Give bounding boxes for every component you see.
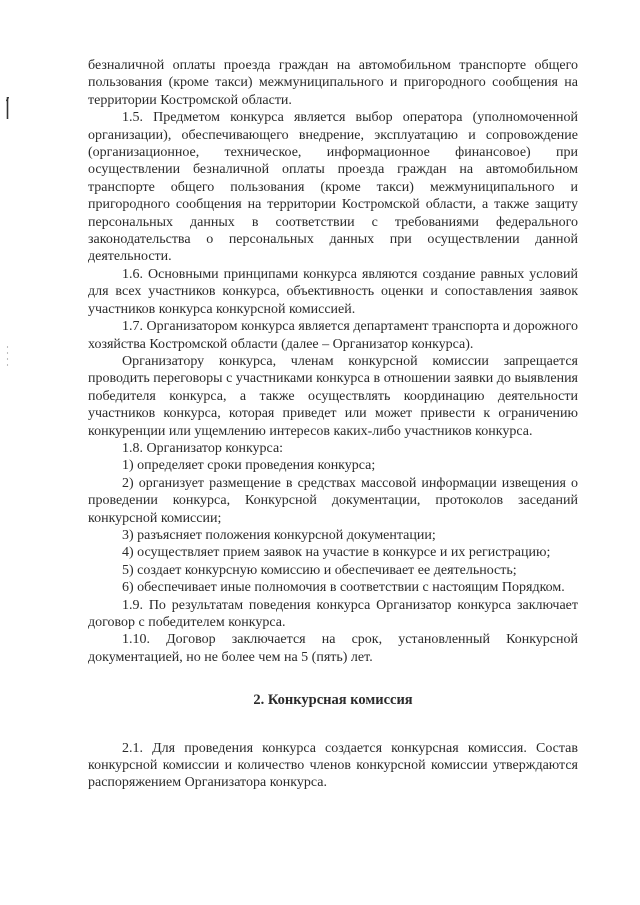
section-2-title: 2. Конкурсная комиссия xyxy=(253,692,413,709)
paragraph-1-7: 1.7. Организатором конкурса является департамент транспорта и дорожного хозяйства Костромской области (далее – Организатор конкурса). xyxy=(88,319,578,352)
margin-mark-icon xyxy=(6,97,9,119)
paragraph-2-1: 2.1. Для проведения конкурса создается конкурсная комиссия. Состав конкурсной комиссии и количество членов конкурсной комиссии утверждаются распоряжением Организатора конкурса. xyxy=(88,740,578,791)
list-item-1-8-3: 3) разъясняет положения конкурсной документации; xyxy=(122,527,436,543)
paragraph-continuation: безналичной оплаты проезда граждан на автомобильном транспорте общего пользования (кроме такси) межмуниципального и пригородного сообщения на территории Костромской области. xyxy=(88,58,578,108)
paragraph-1-6: 1.6. Основными принципами конкурса являются создание равных условий для всех участников конкурса, объективность оценки и сопоставления заявок участников конкурса конкурсной комиссией. xyxy=(88,266,578,317)
list-item-1-8-4: 4) осуществляет прием заявок на участие в конкурсе и их регистрацию; xyxy=(122,545,551,561)
scan-dots-icon xyxy=(6,345,9,375)
paragraph-1-5: 1.5. Предметом конкурса является выбор оператора (уполномоченной организации), обеспечивающего внедрение, эксплуатацию и сопровождение (организационное, техническое, информационное финансовое) при осуществлении безналичной оплаты проезда граждан на автомобильном транспорте общего пользования (кроме такси) межмуниципального и пригородного сообщения на территории Костромской области, а также защиту персональных данных в соответствии с требованиями федерального законодательства о персональных данных при осуществлении данной деятельности. xyxy=(88,110,578,265)
paragraph-organizer-restrictions: Организатору конкурса, членам конкурсной комиссии запрещается проводить переговоры с участниками конкурса в отношении заявки до выявления победителя конкурса, а также осуществлять координацию деятельности участников конкурса, которая приведет или может привести к ограничению конкуренции или ущемлению интересов каких-либо участников конкурса. xyxy=(88,353,578,439)
list-item-1-8-2: 2) организует размещение в средствах массовой информации извещения о проведении конкурса, Конкурсной документации, протоколов заседаний конкурсной комиссии; xyxy=(88,475,578,526)
paragraph-1-8: 1.8. Организатор конкурса: xyxy=(122,440,284,456)
document-body xyxy=(88,57,578,792)
list-item-1-8-6: 6) обеспечивает иные полномочия в соответствии с настоящим Порядком. xyxy=(122,580,565,596)
list-item-1-8-1: 1) определяет сроки проведения конкурса; xyxy=(122,458,376,474)
paragraph-1-9: 1.9. По результатам поведения конкурса Организатор конкурса заключает договор с победителем конкурса. xyxy=(88,597,578,630)
paragraph-1-10: 1.10. Договор заключается на срок, установленный Конкурсной документацией, но не более чем на 5 (пять) лет. xyxy=(88,632,578,665)
list-item-1-8-5: 5) создает конкурсную комиссию и обеспечивает ее деятельность; xyxy=(122,562,517,578)
